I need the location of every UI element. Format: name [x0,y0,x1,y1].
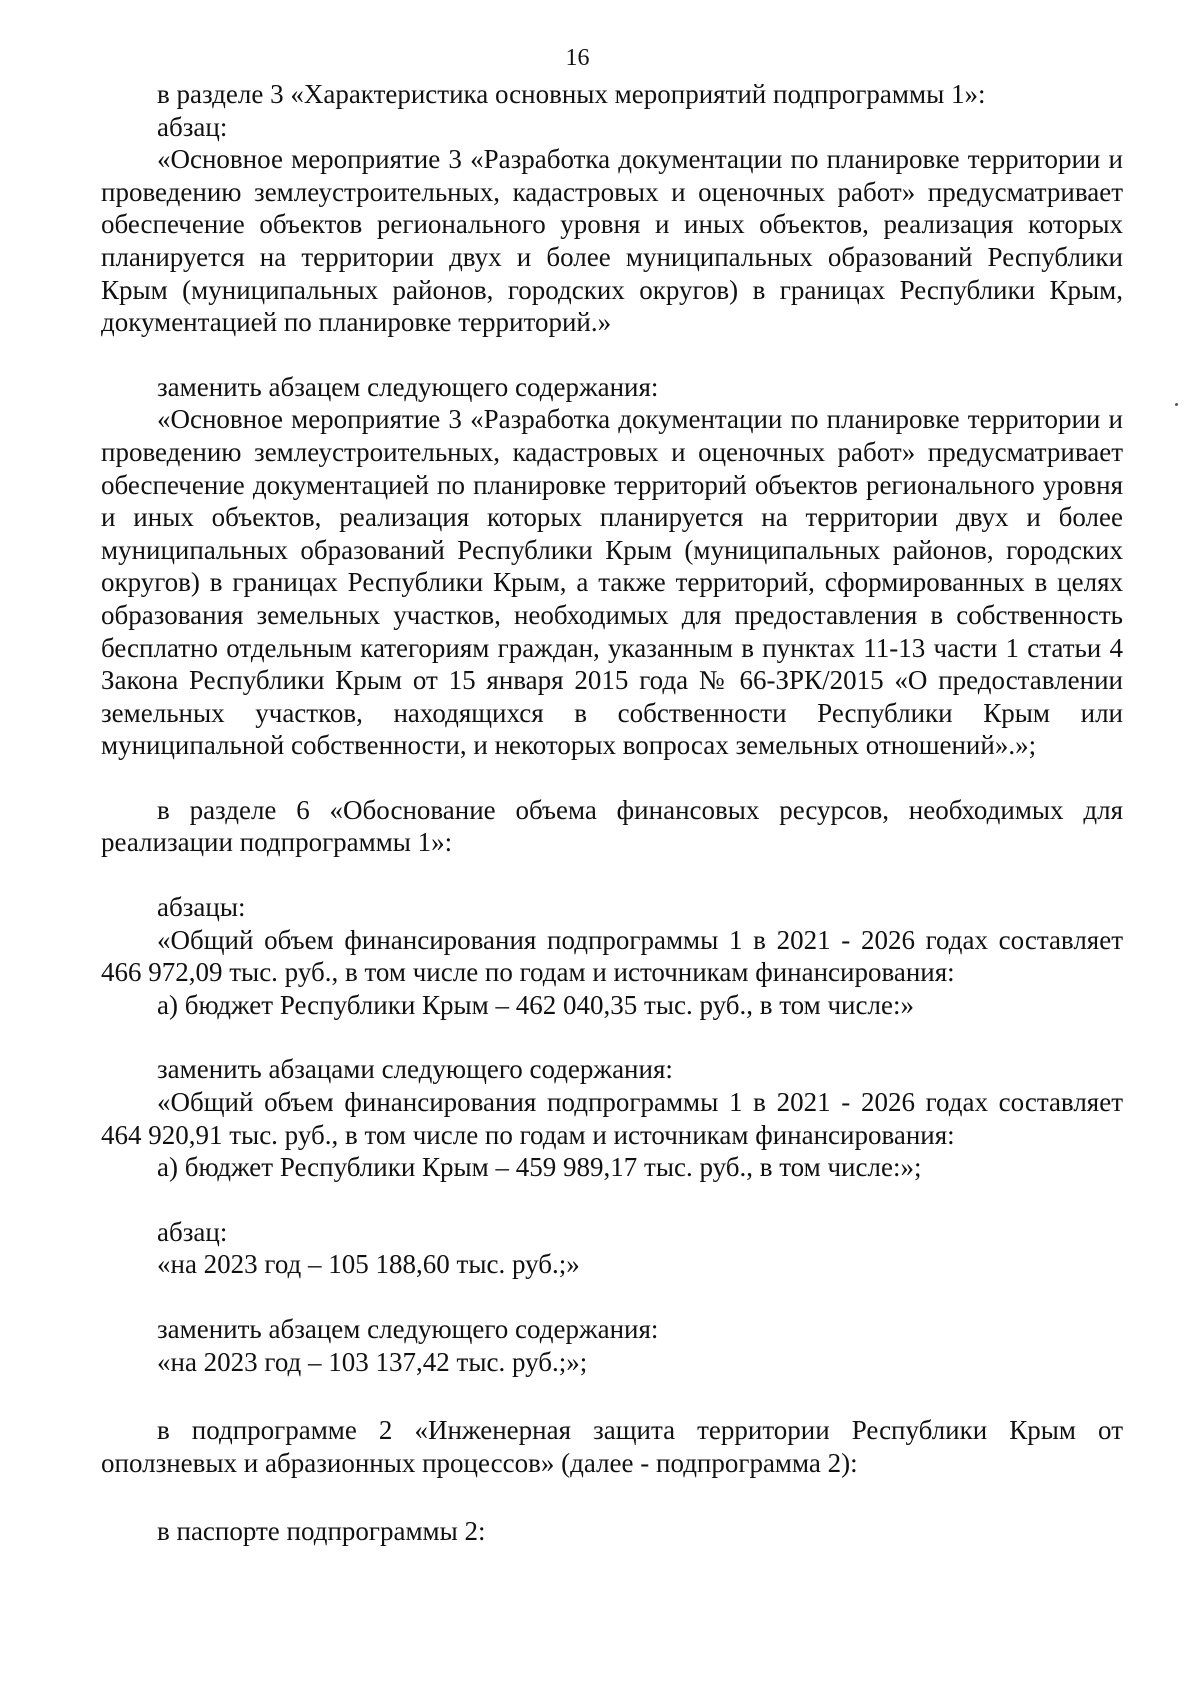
paragraph-replace-label-2: заменить абзацем следующего содержания: [157,1314,659,1344]
paragraph-abzac-label: абзац: [157,111,228,142]
paragraph-new-budget: а) бюджет Республики Крым – 459 989,17 тыс. руб., в том числе:»; [157,1152,922,1183]
paragraph-new-measure-3: «Основное мероприятие 3 «Разработка документации по планировке территории и проведению землеустроительных, кадастровых и оценочных работ» предусматривает обеспечение документацией по планировке территорий объектов регионального уровня и иных объектов, реализация которых планируется на территории двух и более муниципальных образований Республики Крым (муниципальных районов, городских округов) в границах Республики Крым, а также территорий, сформированных в целях образования земельных участков, необходимых для предоставления в собственность бесплатно отдельным категориям граждан, указанным в пунктах 11-13 части 1 статьи 4 Закона Республики Крым от 15 января 2015 года № 66-ЗРК/2015 «О предоставлении земельных участков, находящихся в собственности Республики Крым или муниципальной собственности, и некоторых вопросах земельных отношений».»; [101,404,1123,761]
paragraph-old-measure-3: «Основное мероприятие 3 «Разработка документации по планировке территории и проведению землеустроительных, кадастровых и оценочных работ» предусматривает обеспечение объектов регионального уровня и иных объектов, реализация которых планируется на территории двух и более муниципальных образований Республики Крым (муниципальных районов, городских округов) в границах Республики Крым, документацией по планировке территорий.» [101,144,1123,338]
paragraph-new-2023: «на 2023 год – 103 137,42 тыс. руб.;»; [157,1346,588,1377]
document-body [101,78,1123,1548]
paragraph-section-3-intro: в разделе 3 «Характеристика основных мероприятий подпрограммы 1»: [157,79,986,109]
page-number: 16 [565,45,590,71]
paragraph-replace-label: заменить абзацем следующего содержания: [157,371,659,402]
scan-speck [1175,403,1178,406]
paragraph-old-total-funding: «Общий объем финансирования подпрограммы 1 в 2021 - 2026 годах составляет 466 972,09 тыс. руб., в том числе по годам и источникам финансирования: [101,924,1123,988]
paragraph-old-budget: а) бюджет Республики Крым – 462 040,35 тыс. руб., в том числе:» [157,989,914,1020]
paragraph-abzacy-label: абзацы: [157,892,246,923]
paragraph-section-6-intro: в разделе 6 «Обоснование объема финансовых ресурсов, необходимых для реализации подпрограммы 1»: [101,794,1123,858]
paragraph-replace-plural-label: заменить абзацами следующего содержания: [157,1054,673,1085]
paragraph-subprogram-2-intro: в подпрограмме 2 «Инженерная защита территории Республики Крым от оползневых и абразионных процессов» (далее - подпрограмма 2): [101,1415,1123,1478]
paragraph-subprogram-2-passport: в паспорте подпрограммы 2: [157,1516,486,1547]
paragraph-old-2023: «на 2023 год – 105 188,60 тыс. руб.;» [157,1249,580,1280]
paragraph-new-total-funding: «Общий объем финансирования подпрограммы 1 в 2021 - 2026 годах составляет 464 920,91 тыс. руб., в том числе по годам и источникам финансирования: [101,1087,1123,1150]
paragraph-abzac-label-2: абзац: [157,1216,228,1247]
